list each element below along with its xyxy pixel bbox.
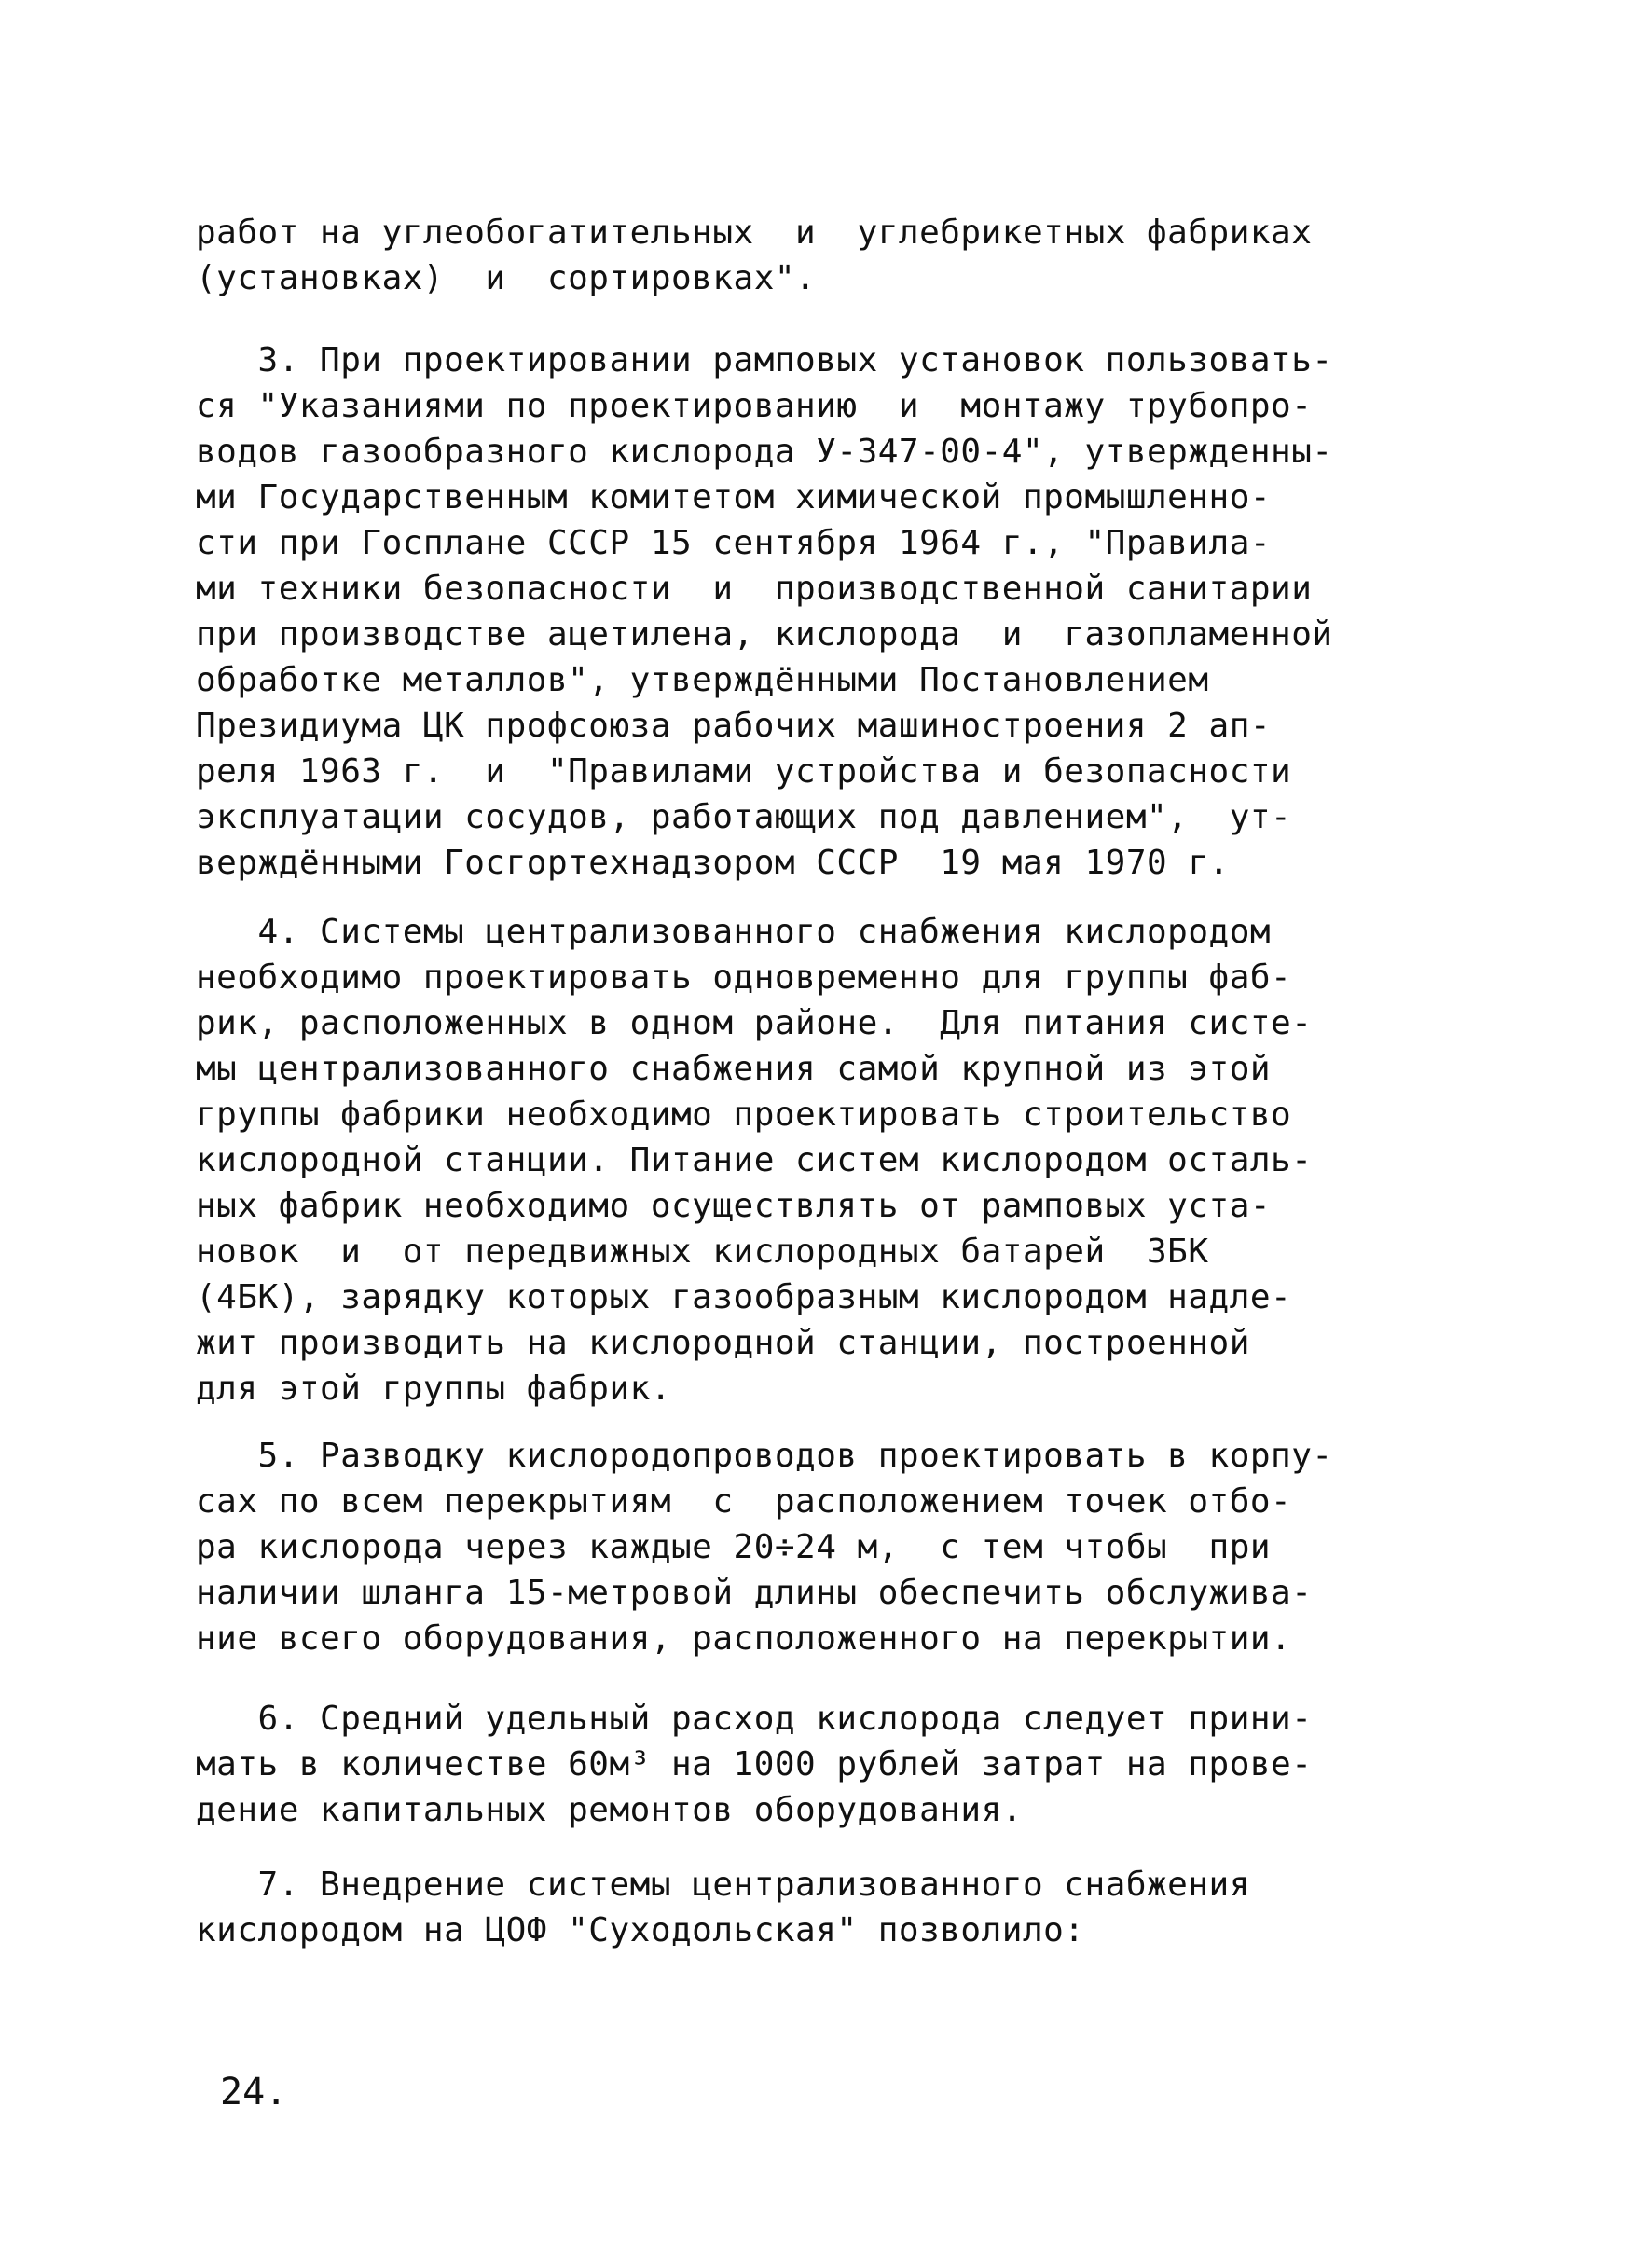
text-line: верждёнными Госгортехнадзором СССР 19 мая 1970 г. xyxy=(196,844,1230,882)
text-line: мы централизованного снабжения самой крупной из этой xyxy=(196,1050,1272,1088)
text-line: сах по всем перекрытиям с расположением точек отбо- xyxy=(196,1482,1292,1521)
text-line: водов газообразного кислорода У-347-00-4", утвержденны- xyxy=(196,433,1333,471)
text-line: обработке металлов", утверждёнными Постановлением xyxy=(196,661,1209,699)
paragraph-5 xyxy=(196,1433,1468,1661)
text-line: ра кислорода через каждые 20÷24 м, с тем чтобы при xyxy=(196,1528,1272,1566)
text-line: 4. Системы централизованного снабжения кислородом xyxy=(196,913,1272,951)
text-line: 6. Средний удельный расход кислорода следует прини- xyxy=(196,1700,1313,1738)
text-line: 3. При проектировании рамповых установок пользовать- xyxy=(196,341,1333,379)
text-line: наличии шланга 15-метровой длины обеспечить обслужива- xyxy=(196,1574,1313,1612)
text-line: необходимо проектировать одновременно для группы фаб- xyxy=(196,958,1292,997)
text-line: Президиума ЦК профсоюза рабочих машиностроения 2 ап- xyxy=(196,707,1272,745)
text-line: дение капитальных ремонтов оборудования. xyxy=(196,1791,1023,1829)
text-line: группы фабрики необходимо проектировать строительство xyxy=(196,1095,1292,1134)
text-line: кислородной станции. Питание систем кислородом осталь- xyxy=(196,1141,1313,1179)
text-line: жит производить на кислородной станции, построенной xyxy=(196,1324,1250,1362)
text-line: новок и от передвижных кислородных батарей 3БК xyxy=(196,1233,1209,1271)
paragraph-3 xyxy=(196,337,1468,886)
text-line: 7. Внедрение системы централизованного снабжения xyxy=(196,1866,1250,1904)
text-line: ми техники безопасности и производственной санитарии xyxy=(196,570,1313,608)
text-line: при производстве ацетилена, кислорода и газопламенной xyxy=(196,615,1333,654)
text-line: ми Государственным комитетом химической промышленно- xyxy=(196,478,1272,516)
text-line: рик, расположенных в одном районе. Для питания систе- xyxy=(196,1004,1313,1042)
text-line: (установках) и сортировках". xyxy=(196,259,817,297)
text-line: ных фабрик необходимо осуществлять от рамповых уста- xyxy=(196,1187,1272,1225)
text-line: эксплуатации сосудов, работающих под давлением", ут- xyxy=(196,798,1292,836)
text-line: кислородом на ЦОФ "Суходольская" позволило: xyxy=(196,1911,1085,1949)
paragraph-continuation xyxy=(196,210,1468,301)
text-line: 5. Разводку кислородопроводов проектировать в корпу- xyxy=(196,1437,1333,1475)
text-line: реля 1963 г. и "Правилами устройства и безопасности xyxy=(196,752,1292,791)
text-line: работ на углеобогатительных и углебрикетных фабриках xyxy=(196,213,1313,252)
text-line: для этой группы фабрик. xyxy=(196,1370,671,1408)
text-line: (4БК), зарядку которых газообразным кислородом надле- xyxy=(196,1278,1292,1316)
text-line: сти при Госплане СССР 15 сентября 1964 г., "Правила- xyxy=(196,524,1272,562)
paragraph-6 xyxy=(196,1696,1468,1833)
paragraph-7 xyxy=(196,1862,1468,1953)
text-line: ся "Указаниями по проектированию и монтажу трубопро- xyxy=(196,387,1313,425)
text-line: мать в количестве 60м³ на 1000 рублей затрат на прове- xyxy=(196,1745,1313,1784)
paragraph-4 xyxy=(196,909,1468,1412)
text-line: ние всего оборудования, расположенного на перекрытии. xyxy=(196,1619,1292,1658)
page-number: 24. xyxy=(220,2071,288,2114)
